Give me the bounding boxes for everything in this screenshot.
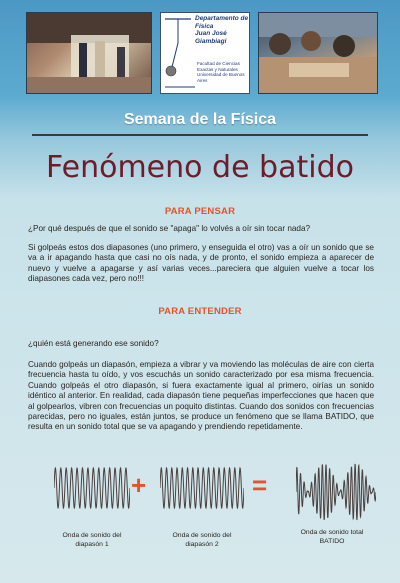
wave2-label-line1: Onda de sonido del (172, 532, 232, 539)
wave-diapason-2 (160, 460, 244, 516)
logo-department-name (195, 15, 249, 45)
logo-person-name: Juan José Giambiagi (195, 30, 227, 45)
poster-title: Fenómeno de batido (46, 150, 354, 185)
wave-batido (296, 460, 376, 524)
total-label-line1: Onda de sonido total (300, 529, 364, 536)
total-wave-label (278, 528, 386, 546)
event-title: Semana de la Física (123, 111, 277, 128)
wave2-label-line2: diapasón 2 (185, 541, 219, 548)
wave1-label-line2: diapasón 1 (75, 541, 109, 548)
wave1-label-line1: Onda de sonido del (62, 532, 122, 539)
wave-diapason-1 (54, 460, 130, 516)
wave2-label (150, 531, 254, 549)
question-para-pensar: ¿Por qué después de que el sonido se "apaga" lo volvés a oír sin tocar nada? (28, 224, 311, 233)
body-para-pensar: Si golpeás estos dos diapasones (uno primero, y enseguida el otro) vas a oír un sonido que se va a ir apagando hasta que casi no oís nada, y de pronto, el sonido empieza a aparecer de nuevo y vuelve a apagarse y así varias veces...pareciera que alguien vuelve a tocar los diapasones cada vez, pero no!!! (28, 243, 374, 284)
exhibit-photo-right (258, 12, 378, 94)
total-label-line2: BATIDO (319, 538, 345, 545)
wave1-label (40, 531, 144, 549)
heading-para-pensar: PARA PENSAR (164, 206, 236, 217)
equals-operator: = (252, 470, 268, 500)
header-divider (32, 134, 368, 136)
logo-university: Universidad de Buenos Aires (197, 72, 245, 83)
logo-faculty: Facultad de Ciencias Exactas y Naturales (197, 61, 240, 72)
body-para-entender: Cuando golpeás un diapasón, empieza a vibrar y va moviendo las moléculas de aire con cierta frecuencia hasta tu oído, y vos escuchás un sonido caracterizado por esa misma frecuencia. Cuando golpeás el otro diapasón, si fuera exactamente igual al primero, oirías un sonido idéntico al anterior. En realidad, cada diapasón tiene pequeñas imperfecciones que hacen que al golpearlos, vibren con frecuencias un poquito distintas. Cuando dos sonidos con frecuencias parecidas, pero no iguales, están juntos, se produce un fenómeno que se llama BATIDO, que resulta en un sonido total que se va apagando y prendiendo repetidamente. (28, 360, 374, 432)
plus-operator: + (131, 470, 147, 500)
heading-para-entender: PARA ENTENDER (158, 306, 242, 317)
exhibit-photo-left (26, 12, 152, 94)
department-logo (160, 12, 250, 94)
logo-department: Departamento de Física (195, 15, 249, 30)
logo-faculty-block (197, 61, 249, 83)
question-para-entender: ¿quién está generando ese sonido? (28, 339, 159, 348)
